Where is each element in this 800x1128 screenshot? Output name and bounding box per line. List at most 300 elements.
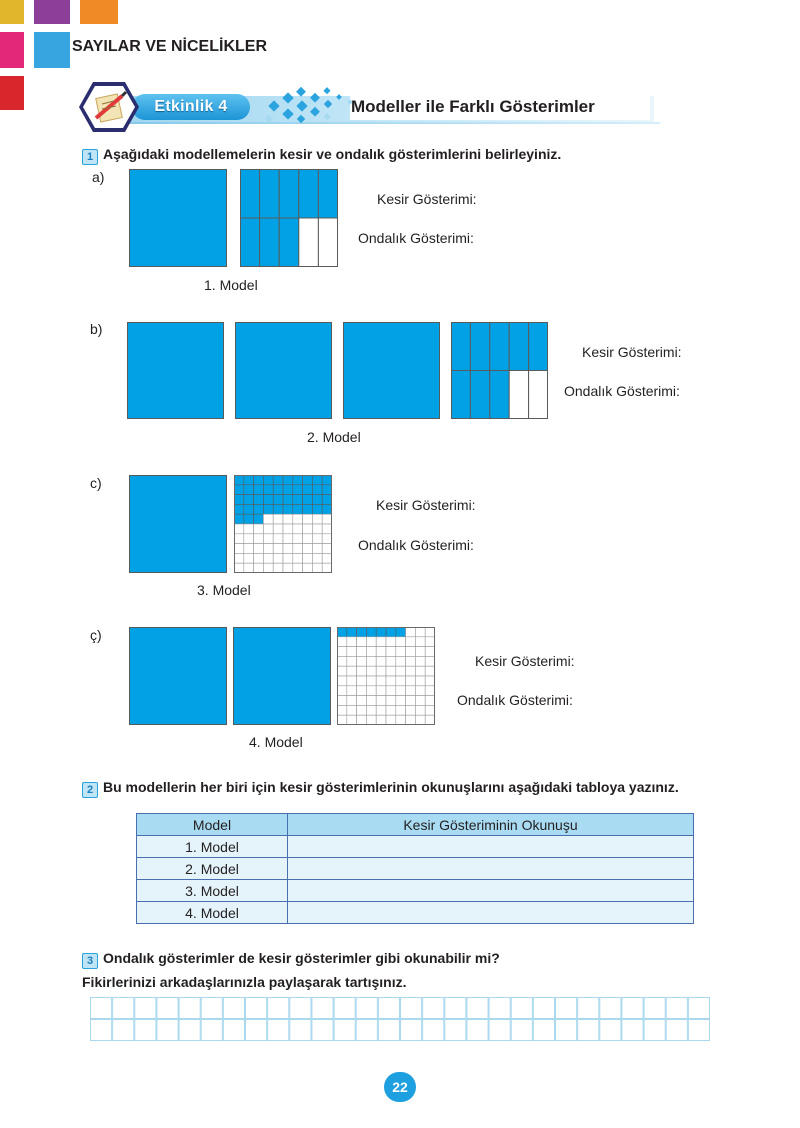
grid-cell <box>254 475 264 485</box>
grid-cell <box>244 504 254 514</box>
grid-cell <box>396 696 406 706</box>
question-1-text: Aşağıdaki modellemelerin kesir ve ondalık gösterimlerini belirleyiniz. <box>103 146 562 162</box>
writing-cell[interactable] <box>246 1020 267 1041</box>
grid-cell <box>386 656 396 666</box>
writing-cell[interactable] <box>445 1020 466 1041</box>
writing-cell[interactable] <box>578 1020 599 1041</box>
model-1-tenths-grid <box>240 169 338 267</box>
writing-cell[interactable] <box>135 998 156 1019</box>
writing-cell[interactable] <box>445 998 466 1019</box>
grid-cell <box>347 647 357 657</box>
grid-cell <box>318 218 338 267</box>
table-header-row <box>137 814 694 836</box>
decorative-dots <box>262 84 362 128</box>
grid-cell <box>283 475 293 485</box>
grid-cell <box>415 627 425 637</box>
grid-cell <box>303 504 313 514</box>
grid-cell <box>415 676 425 686</box>
grid-cell <box>283 495 293 505</box>
grid-cell <box>357 676 367 686</box>
grid-cell <box>396 627 406 637</box>
grid-cell <box>337 705 347 715</box>
grid-cell <box>347 666 357 676</box>
grid-cell <box>312 553 322 563</box>
grid-cell <box>303 534 313 544</box>
writing-cell[interactable] <box>356 998 377 1019</box>
grid-cell <box>366 656 376 666</box>
grid-cell <box>415 666 425 676</box>
corner-square-1 <box>0 0 24 24</box>
grid-cell <box>244 534 254 544</box>
grid-cell <box>415 637 425 647</box>
question-number-badge: 1 <box>82 149 98 165</box>
grid-cell <box>279 218 299 267</box>
table-row <box>137 880 694 902</box>
grid-cell <box>234 504 244 514</box>
writing-cell[interactable] <box>489 1020 510 1041</box>
question-3-line-1: Ondalık gösterimler de kesir gösterimler gibi okunabilir mi? <box>103 950 500 966</box>
grid-cell <box>254 524 264 534</box>
writing-cell[interactable] <box>622 998 643 1019</box>
grid-cell <box>470 371 489 420</box>
model-a-letter: a) <box>92 169 105 185</box>
grid-cell <box>322 495 332 505</box>
grid-cell <box>337 686 347 696</box>
model-c-letter: c) <box>90 475 102 491</box>
reading-table <box>136 813 694 924</box>
grid-cell <box>318 169 338 218</box>
model-b-letter: b) <box>90 321 103 337</box>
grid-cell <box>303 563 313 573</box>
grid-cell <box>376 715 386 725</box>
model-2-whole-square-1 <box>127 322 224 419</box>
question-number-badge: 3 <box>82 953 98 969</box>
model-2-kesir-label: Kesir Gösterimi: <box>582 344 682 360</box>
table-cell-model: 2. Model <box>137 858 288 880</box>
grid-cell <box>357 666 367 676</box>
grid-cell <box>490 371 509 420</box>
model-3-whole-square <box>129 475 227 573</box>
grid-cell <box>406 656 416 666</box>
grid-cell <box>293 514 303 524</box>
grid-cell <box>283 485 293 495</box>
model-cc-letter: ç) <box>90 627 102 643</box>
writing-cell[interactable] <box>511 1020 532 1041</box>
writing-cell[interactable] <box>378 998 399 1019</box>
question-number-badge: 2 <box>82 782 98 798</box>
grid-cell <box>303 524 313 534</box>
grid-cell <box>396 637 406 647</box>
grid-cell <box>406 715 416 725</box>
model-4-caption: 4. Model <box>249 734 303 750</box>
grid-cell <box>283 563 293 573</box>
grid-cell <box>254 534 264 544</box>
table-cell-model: 3. Model <box>137 880 288 902</box>
grid-cell <box>279 169 299 218</box>
grid-cell <box>337 656 347 666</box>
model-4-kesir-label: Kesir Gösterimi: <box>475 653 575 669</box>
writing-cell[interactable] <box>423 1020 444 1041</box>
grid-cell <box>240 169 260 218</box>
grid-cell <box>386 666 396 676</box>
table-header-model: Model <box>137 814 288 836</box>
grid-cell <box>347 705 357 715</box>
writing-cell[interactable] <box>113 998 134 1019</box>
grid-cell <box>234 524 244 534</box>
writing-cell[interactable] <box>179 1020 200 1041</box>
grid-cell <box>244 544 254 554</box>
grid-cell <box>366 647 376 657</box>
grid-cell <box>366 686 376 696</box>
grid-cell <box>244 495 254 505</box>
grid-cell <box>366 696 376 706</box>
question-3 <box>82 950 500 969</box>
grid-cell <box>234 553 244 563</box>
grid-cell <box>425 686 435 696</box>
grid-cell <box>406 627 416 637</box>
writing-cell[interactable] <box>246 998 267 1019</box>
grid-cell <box>254 485 264 495</box>
grid-cell <box>303 475 313 485</box>
grid-cell <box>396 715 406 725</box>
writing-cell[interactable] <box>268 998 289 1019</box>
grid-cell <box>425 676 435 686</box>
writing-cell[interactable] <box>91 1020 112 1041</box>
writing-cell[interactable] <box>622 1020 643 1041</box>
grid-cell <box>366 705 376 715</box>
grid-cell <box>425 696 435 706</box>
grid-cell <box>376 676 386 686</box>
grid-cell <box>386 647 396 657</box>
grid-cell <box>376 705 386 715</box>
model-1-kesir-label: Kesir Gösterimi: <box>377 191 477 207</box>
writing-cell[interactable] <box>334 998 355 1019</box>
writing-cell[interactable] <box>135 1020 156 1041</box>
grid-cell <box>376 647 386 657</box>
corner-square-5 <box>34 32 70 68</box>
question-2-text: Bu modellerin her biri için kesir gösterimlerinin okunuşlarını aşağıdaki tabloya yazınız. <box>103 779 679 795</box>
grid-cell <box>406 676 416 686</box>
grid-cell <box>386 686 396 696</box>
grid-cell <box>273 524 283 534</box>
table-cell-model: 1. Model <box>137 836 288 858</box>
grid-cell <box>396 666 406 676</box>
grid-cell <box>244 553 254 563</box>
grid-cell <box>322 504 332 514</box>
grid-cell <box>406 666 416 676</box>
writing-cell[interactable] <box>290 1020 311 1041</box>
writing-cell[interactable] <box>157 998 178 1019</box>
grid-cell <box>337 666 347 676</box>
writing-cell[interactable] <box>666 1020 687 1041</box>
grid-cell <box>396 647 406 657</box>
writing-cell[interactable] <box>356 1020 377 1041</box>
grid-cell <box>234 485 244 495</box>
grid-cell <box>322 514 332 524</box>
grid-cell <box>425 666 435 676</box>
grid-cell <box>415 686 425 696</box>
writing-cell[interactable] <box>290 998 311 1019</box>
grid-cell <box>312 524 322 534</box>
grid-cell <box>425 637 435 647</box>
writing-cell[interactable] <box>401 998 422 1019</box>
writing-cell[interactable] <box>644 998 665 1019</box>
grid-cell <box>347 696 357 706</box>
grid-cell <box>312 514 322 524</box>
activity-label: Etkinlik 4 <box>154 98 228 115</box>
grid-cell <box>293 544 303 554</box>
grid-cell <box>303 495 313 505</box>
grid-cell <box>293 475 303 485</box>
grid-cell <box>234 495 244 505</box>
grid-cell <box>337 715 347 725</box>
table-cell-model: 4. Model <box>137 902 288 924</box>
grid-cell <box>244 514 254 524</box>
table-row <box>137 836 694 858</box>
grid-cell <box>415 647 425 657</box>
grid-cell <box>322 485 332 495</box>
writing-cell[interactable] <box>401 1020 422 1041</box>
grid-cell <box>263 544 273 554</box>
grid-cell <box>357 715 367 725</box>
grid-cell <box>263 495 273 505</box>
grid-cell <box>322 524 332 534</box>
writing-cell[interactable] <box>578 998 599 1019</box>
grid-cell <box>357 686 367 696</box>
grid-cell <box>312 563 322 573</box>
grid-cell <box>303 514 313 524</box>
grid-cell <box>347 656 357 666</box>
grid-cell <box>254 553 264 563</box>
grid-cell <box>273 514 283 524</box>
writing-cell[interactable] <box>600 998 621 1019</box>
writing-cell[interactable] <box>511 998 532 1019</box>
grid-cell <box>263 563 273 573</box>
grid-cell <box>425 627 435 637</box>
grid-cell <box>357 656 367 666</box>
corner-square-4 <box>0 32 24 68</box>
grid-cell <box>293 495 303 505</box>
grid-cell <box>357 647 367 657</box>
grid-cell <box>357 637 367 647</box>
writing-cell[interactable] <box>467 998 488 1019</box>
grid-cell <box>470 322 489 371</box>
model-1-ondalik-label: Ondalık Gösterimi: <box>358 230 474 246</box>
writing-cell[interactable] <box>600 1020 621 1041</box>
grid-cell <box>425 715 435 725</box>
writing-cell[interactable] <box>201 1020 222 1041</box>
grid-cell <box>303 553 313 563</box>
corner-square-2 <box>34 0 70 24</box>
writing-cell[interactable] <box>644 1020 665 1041</box>
grid-cell <box>273 485 283 495</box>
model-1-caption: 1. Model <box>204 277 258 293</box>
grid-cell <box>234 475 244 485</box>
grid-cell <box>312 504 322 514</box>
writing-cell[interactable] <box>223 1020 244 1041</box>
grid-cell <box>396 676 406 686</box>
grid-cell <box>244 563 254 573</box>
grid-cell <box>376 627 386 637</box>
grid-cell <box>347 627 357 637</box>
question-1 <box>82 146 561 165</box>
grid-cell <box>273 544 283 554</box>
writing-cell[interactable] <box>489 998 510 1019</box>
grid-cell <box>415 696 425 706</box>
writing-cell[interactable] <box>423 998 444 1019</box>
grid-cell <box>303 544 313 554</box>
grid-cell <box>366 715 376 725</box>
grid-cell <box>312 495 322 505</box>
grid-cell <box>322 553 332 563</box>
writing-cell[interactable] <box>378 1020 399 1041</box>
grid-cell <box>396 686 406 696</box>
grid-cell <box>293 485 303 495</box>
grid-cell <box>529 371 548 420</box>
grid-cell <box>293 563 303 573</box>
grid-cell <box>234 534 244 544</box>
grid-cell <box>347 686 357 696</box>
model-3-hundredths-grid <box>234 475 332 573</box>
grid-cell <box>386 696 396 706</box>
grid-cell <box>260 169 280 218</box>
grid-cell <box>254 495 264 505</box>
model-2-whole-square-2 <box>235 322 332 419</box>
grid-cell <box>376 666 386 676</box>
table-cell-answer[interactable] <box>288 836 694 858</box>
grid-cell <box>451 371 470 420</box>
writing-cell[interactable] <box>179 998 200 1019</box>
grid-cell <box>273 504 283 514</box>
question-2 <box>82 779 679 798</box>
writing-cell[interactable] <box>312 998 333 1019</box>
model-4-ondalik-label: Ondalık Gösterimi: <box>457 692 573 708</box>
writing-cell[interactable] <box>268 1020 289 1041</box>
grid-cell <box>396 656 406 666</box>
grid-cell <box>357 696 367 706</box>
grid-cell <box>263 553 273 563</box>
grid-cell <box>254 544 264 554</box>
grid-cell <box>415 715 425 725</box>
grid-cell <box>376 696 386 706</box>
grid-cell <box>293 524 303 534</box>
model-4-whole-square-1 <box>129 627 227 725</box>
grid-cell <box>322 544 332 554</box>
grid-cell <box>234 544 244 554</box>
table-cell-answer[interactable] <box>288 858 694 880</box>
grid-cell <box>322 475 332 485</box>
grid-cell <box>451 322 470 371</box>
grid-cell <box>386 627 396 637</box>
table-cell-answer[interactable] <box>288 902 694 924</box>
grid-cell <box>322 534 332 544</box>
writing-cell[interactable] <box>91 998 112 1019</box>
chapter-title: SAYILAR VE NİCELİKLER <box>72 38 267 55</box>
model-2-ondalik-label: Ondalık Gösterimi: <box>564 383 680 399</box>
grid-cell <box>425 647 435 657</box>
grid-cell <box>337 676 347 686</box>
grid-cell <box>337 627 347 637</box>
grid-cell <box>366 637 376 647</box>
grid-cell <box>425 705 435 715</box>
writing-cell[interactable] <box>666 998 687 1019</box>
writing-cell[interactable] <box>223 998 244 1019</box>
grid-cell <box>386 676 396 686</box>
grid-cell <box>376 637 386 647</box>
grid-cell <box>415 656 425 666</box>
grid-cell <box>260 218 280 267</box>
grid-cell <box>263 475 273 485</box>
grid-cell <box>490 322 509 371</box>
grid-cell <box>254 563 264 573</box>
grid-cell <box>415 705 425 715</box>
writing-grid[interactable] <box>90 997 710 1041</box>
model-3-ondalik-label: Ondalık Gösterimi: <box>358 537 474 553</box>
grid-cell <box>263 524 273 534</box>
grid-cell <box>366 627 376 637</box>
model-3-caption: 3. Model <box>197 582 251 598</box>
grid-cell <box>406 686 416 696</box>
writing-cell[interactable] <box>688 998 709 1019</box>
writing-cell[interactable] <box>157 1020 178 1041</box>
grid-cell <box>234 514 244 524</box>
model-1-whole-square <box>129 169 227 267</box>
grid-cell <box>529 322 548 371</box>
grid-cell <box>293 553 303 563</box>
model-2-tenths-grid <box>451 322 548 419</box>
grid-cell <box>337 637 347 647</box>
grid-cell <box>293 534 303 544</box>
grid-cell <box>299 218 319 267</box>
writing-cell[interactable] <box>688 1020 709 1041</box>
grid-cell <box>337 696 347 706</box>
grid-cell <box>376 656 386 666</box>
writing-cell[interactable] <box>201 998 222 1019</box>
banner-underline <box>90 122 660 124</box>
grid-cell <box>273 534 283 544</box>
grid-cell <box>376 686 386 696</box>
model-4-whole-square-2 <box>233 627 331 725</box>
grid-cell <box>312 534 322 544</box>
grid-cell <box>244 475 254 485</box>
question-3-line-2: Fikirlerinizi arkadaşlarınızla paylaşarak tartışınız. <box>82 974 407 990</box>
grid-cell <box>263 534 273 544</box>
grid-cell <box>303 485 313 495</box>
grid-cell <box>240 218 260 267</box>
writing-cell[interactable] <box>556 998 577 1019</box>
table-header-reading: Kesir Gösteriminin Okunuşu <box>288 814 694 836</box>
writing-cell[interactable] <box>334 1020 355 1041</box>
grid-cell <box>396 705 406 715</box>
grid-cell <box>273 475 283 485</box>
corner-square-6 <box>0 76 24 110</box>
writing-cell[interactable] <box>533 998 554 1019</box>
table-row <box>137 902 694 924</box>
grid-cell <box>244 485 254 495</box>
writing-cell[interactable] <box>312 1020 333 1041</box>
grid-cell <box>406 637 416 647</box>
grid-cell <box>386 637 396 647</box>
grid-cell <box>386 715 396 725</box>
writing-cell[interactable] <box>113 1020 134 1041</box>
writing-cell[interactable] <box>467 1020 488 1041</box>
writing-cell[interactable] <box>533 1020 554 1041</box>
grid-cell <box>254 514 264 524</box>
writing-cell[interactable] <box>556 1020 577 1041</box>
table-cell-answer[interactable] <box>288 880 694 902</box>
grid-cell <box>273 495 283 505</box>
grid-cell <box>386 705 396 715</box>
